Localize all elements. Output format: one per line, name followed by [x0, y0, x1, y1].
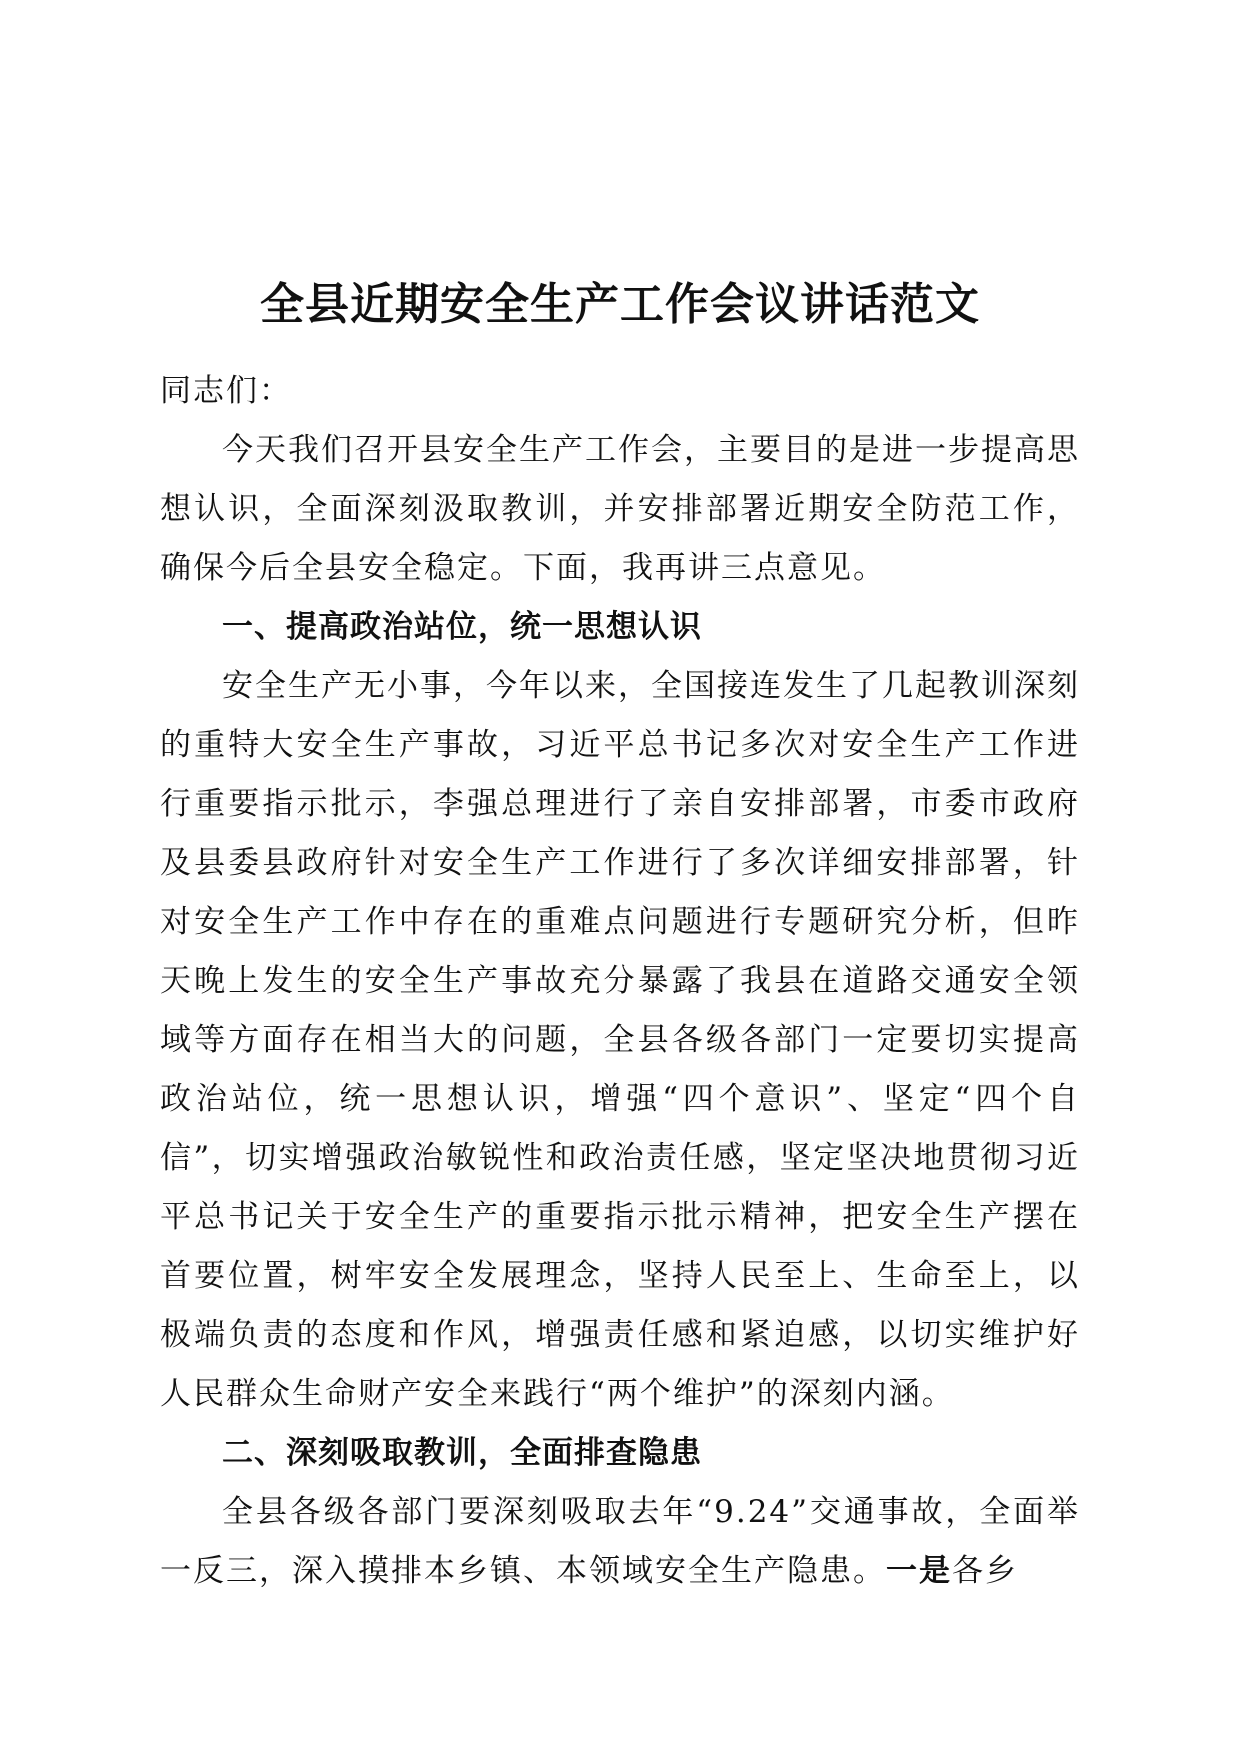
document-title: 全县近期安全生产工作会议讲话范文 [260, 279, 980, 330]
intro-paragraph: 今天我们召开县安全生产工作会，主要目的是进一步提高思想认识，全面深刻汲取教训，并安排部署近期安全防范工作，确保今后全县安全稳定。下面，我再讲三点意见。 [160, 432, 1080, 586]
section-2-text-start: 全县各级各部门要深刻吸取去年“9.24”交通事故，全面举一反三，深入摸排本乡镇、本领域安全生产隐患。 [160, 1494, 1080, 1589]
section-2-text-end: 各乡 [952, 1553, 1018, 1589]
salutation: 同志们： [160, 373, 292, 409]
section-1-paragraph: 安全生产无小事，今年以来，全国接连发生了几起教训深刻的重特大安全生产事故，习近平总书记多次对安全生产工作进行重要指示批示，李强总理进行了亲自安排部署，市委市政府及县委县政府针对安全生产工作进行了多次详细安排部署，针对安全生产工作中存在的重难点问题进行专题研究分析，但昨天晚上发生的安全生产事故充分暴露了我县在道路交通安全领域等方面存在相当大的问题，全县各级各部门一定要切实提高政治站位，统一思想认识，增强“四个意识”、坚定“四个自信”，切实增强政治敏锐性和政治责任感，坚定坚决地贯彻习近平总书记关于安全生产的重要指示批示精神，把安全生产摆在首要位置，树牢安全发展理念，坚持人民至上、生命至上，以极端负责的态度和作风，增强责任感和紧迫感，以切实维护好人民群众生命财产安全来践行“两个维护”的深刻内涵。 [160, 668, 1080, 1412]
section-2-bold-marker: 一是 [886, 1553, 952, 1589]
section-2-paragraph [160, 1483, 1080, 1601]
section-2-heading: 二、深刻吸取教训，全面排查隐患 [222, 1435, 702, 1471]
section-1-heading: 一、提高政治站位，统一思想认识 [222, 609, 702, 645]
document-body [160, 362, 1080, 1601]
